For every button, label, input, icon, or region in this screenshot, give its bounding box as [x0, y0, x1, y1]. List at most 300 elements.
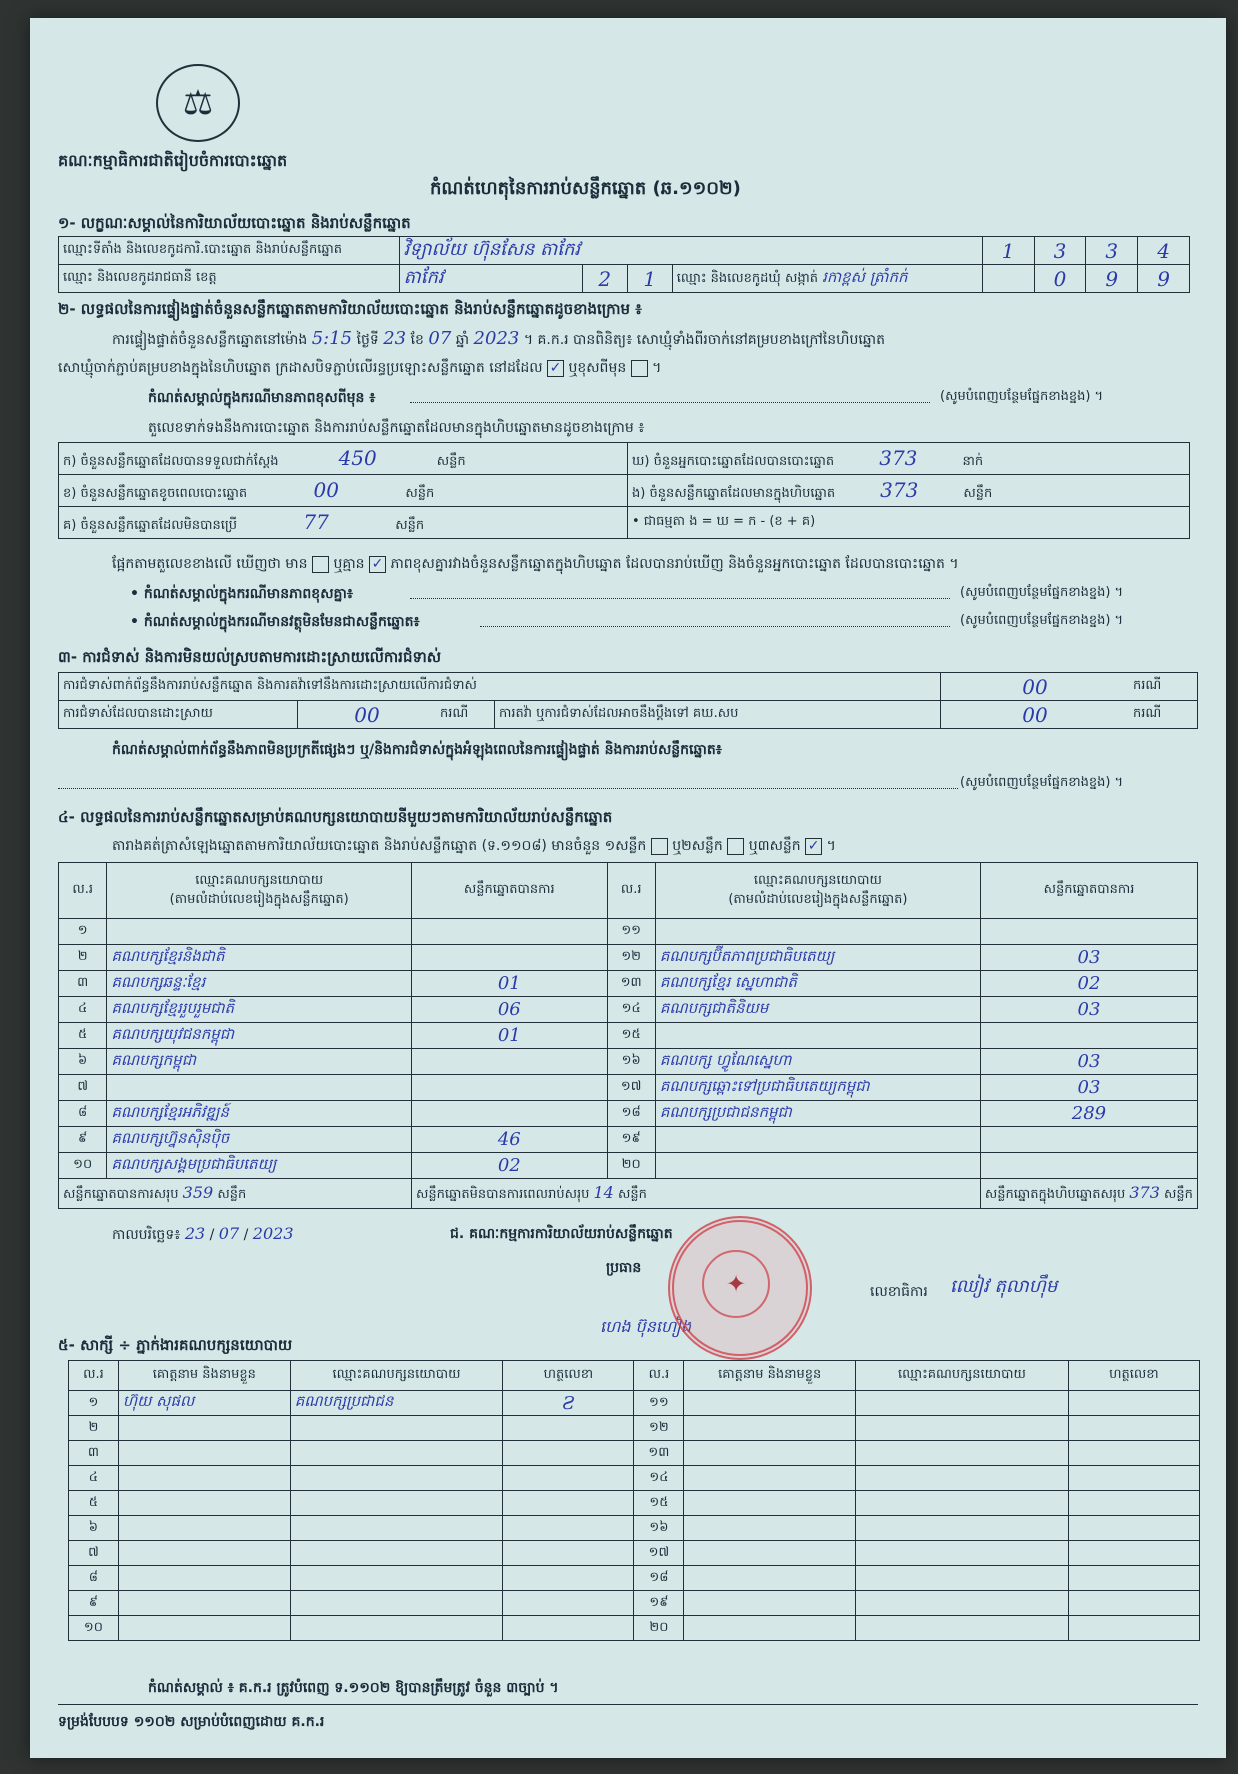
s1-commune-code-2: 9 [1086, 265, 1138, 293]
s2-left-cell [59, 475, 628, 507]
s3-row2-label: ការជំទាស់ដែលបានដោះស្រាយ [59, 701, 298, 729]
party-name [655, 1153, 980, 1179]
witness-no: ១៥ [634, 1491, 684, 1516]
party-no: ១៩ [607, 1127, 655, 1153]
party-votes: 01 [412, 971, 607, 997]
s1-row2-value: តាកែវ [399, 265, 582, 293]
witness-signature [1068, 1541, 1199, 1566]
party-no: ៣ [59, 971, 107, 997]
party-no: ១ [59, 919, 107, 945]
witness-party [856, 1616, 1069, 1641]
party-name: គណបក្សហ្វ៊ុនស៊ិនប៉ិច [107, 1127, 412, 1153]
witness-signature [503, 1466, 634, 1491]
section5-heading: ៥- សាក្សី ÷ ភ្នាក់ងារគណបក្សនយោបាយ [58, 1336, 293, 1354]
party-no: ២ [59, 945, 107, 971]
s2-figure-row [59, 507, 1190, 539]
witness-name [684, 1391, 856, 1416]
witness-no: ៨ [69, 1566, 119, 1591]
witness-signature [1068, 1491, 1199, 1516]
witness-name [684, 1616, 856, 1641]
s2-day: 23 [383, 328, 407, 349]
witness-no: ១៣ [634, 1441, 684, 1466]
s2-right-cell [628, 507, 1190, 539]
party-no: ១៣ [607, 971, 655, 997]
s1-prov-code-1: 2 [582, 265, 627, 293]
party-name: គណបក្សខ្មែរ ស្នេហាជាតិ [655, 971, 980, 997]
witness-no: ១៨ [634, 1566, 684, 1591]
s2-right-label: ង) ចំនួនសន្លឹកឆ្នោតដែលមានក្នុងហិបឆ្នោត [632, 485, 836, 501]
s2-month: 07 [428, 328, 452, 349]
s1-row2-label: ឈ្មោះ និងលេខកូដរាជធានី ខេត្ត [59, 265, 400, 293]
section1-table [58, 236, 1190, 293]
party-votes: 06 [412, 997, 607, 1023]
witness-party [856, 1416, 1069, 1441]
no-diff-checkbox[interactable]: ✓ [369, 556, 386, 573]
s1-blank [982, 265, 1034, 293]
s4-col-party-left [107, 863, 412, 919]
s3-row2-label2: ការតវ៉ា ឬការជំទាស់ដែលអាចនឹងប្តឹងទៅ គឃ.សប [495, 701, 941, 729]
s4-date-label: កាលបរិច្ឆេទ៖ [112, 1227, 181, 1243]
s2-note-line[interactable] [410, 402, 930, 403]
s4-col-party-left-sub: (តាមលំដាប់លេខរៀងក្នុងសន្លឹកឆ្នោត) [169, 891, 349, 907]
s5-note: កំណត់សម្គាល់ ៖ គ.ក.រ ត្រូវបំពេញ ទ.១១០២ ឱ្យបានត្រឹមត្រូវ ចំនួន ៣ច្បាប់ ។ [148, 1680, 559, 1696]
s2-diff-b: ឬគ្មាន [333, 556, 365, 572]
party-name: គណបក្សខ្មែររួបរួមជាតិ [107, 997, 412, 1023]
s3-row2-value: 00 [298, 701, 437, 729]
table-row [59, 1127, 1198, 1153]
witness-party [856, 1466, 1069, 1491]
witness-signature [1068, 1516, 1199, 1541]
s2-left-label: គ) ចំនួនសន្លឹកឆ្នោតដែលមិនបានប្រើ [63, 517, 237, 533]
witness-party [290, 1441, 503, 1466]
s4-col-party-right-title: ឈ្មោះគណបក្សនយោបាយ [753, 872, 882, 888]
witness-signature [1068, 1591, 1199, 1616]
three-sheet-checkbox[interactable]: ✓ [805, 838, 822, 855]
table-row [59, 945, 1198, 971]
s2-left-cell [59, 507, 628, 539]
witness-name [118, 1516, 290, 1541]
party-votes: 03 [980, 997, 1197, 1023]
witness-party [290, 1416, 503, 1441]
witness-name [684, 1491, 856, 1516]
s2-line1-c: ខែ [410, 332, 424, 348]
s2-right-unit: នាក់ [962, 453, 984, 469]
s2-bullet1: • កំណត់សម្គាល់ក្នុងករណីមានភាពខុសគ្នា៖ [130, 586, 354, 602]
witness-signature [503, 1541, 634, 1566]
witness-no: ១៦ [634, 1516, 684, 1541]
party-name: គណបក្សខ្មែរនិងជាតិ [107, 945, 412, 971]
witness-party [290, 1616, 503, 1641]
s3-row2-value2: 00 [941, 701, 1130, 729]
s2-bullet1-hint: (សូមបំពេញបន្ថែមផ្នែកខាងខ្នង) ។ [960, 585, 1124, 600]
party-no: ២០ [607, 1153, 655, 1179]
s4-total-invalid-unit: សន្លឹក [617, 1186, 647, 1202]
s4-col-no-right: ល.រ [607, 863, 655, 919]
s2-left-cell [59, 443, 628, 475]
s2-diff-line [112, 554, 959, 575]
witness-name [118, 1466, 290, 1491]
party-name: គណបក្សឆន្ទៈខ្មែរ [107, 971, 412, 997]
s2-line1-e: ។ គ.ក.រ បានពិនិត្យ៖ សោឃ្មុំទាំងពីរចាក់នៅគម្របខាងក្រៅនៃហិបឆ្នោត [523, 332, 885, 348]
s1-commune-code-1: 0 [1034, 265, 1086, 293]
s3-row2-unit: ករណី [436, 701, 495, 729]
s4-results-table [58, 862, 1198, 1209]
s2-right-cell [628, 475, 1190, 507]
witness-party [856, 1491, 1069, 1516]
witness-party [856, 1566, 1069, 1591]
witness-name [684, 1541, 856, 1566]
s1-commune-cell [672, 265, 982, 293]
s4-opt2: ឬ២សន្លឹក [672, 838, 723, 854]
s5-col-sign-right: ហត្ថលេខា [1068, 1361, 1199, 1391]
party-name: គណបក្សឆ្ពោះទៅប្រជាធិបតេយ្យកម្ពុជា [655, 1075, 980, 1101]
witness-party [290, 1541, 503, 1566]
party-name [655, 1023, 980, 1049]
s4-date-line: កាលបរិច្ឆេទ៖ 23 / 07 / 2023 [112, 1224, 294, 1243]
table-row [59, 1023, 1198, 1049]
witness-no: ៩ [69, 1591, 119, 1616]
s2-figure-row [59, 475, 1190, 507]
witness-signature: Ƨ [503, 1391, 634, 1416]
s2-right-value: 373 [879, 445, 918, 470]
table-row [69, 1441, 1200, 1466]
s4-total-valid-cell [59, 1179, 412, 1209]
witness-name [684, 1441, 856, 1466]
table-row [59, 997, 1198, 1023]
s1-row2-value2: រកាខ្ពស់ ត្រាំកក់ [822, 267, 908, 286]
section2-heading: ២- លទ្ធផលនៃការផ្ទៀងផ្ទាត់ចំនួនសន្លឹកឆ្នោតតាមការិយាល័យបោះឆ្នោត និងរាប់សន្លឹកឆ្នោតដូចខាងក្រោម ៖ [58, 300, 642, 318]
footer-text: ទម្រង់បែបបទ ១១០២ សម្រាប់បំពេញដោយ គ.ក.រ [58, 1714, 325, 1730]
s4-intro-line [112, 836, 836, 857]
same-checkbox[interactable]: ✓ [547, 360, 564, 377]
table-row [59, 1153, 1198, 1179]
party-no: ៤ [59, 997, 107, 1023]
official-seal [668, 1216, 812, 1360]
one-sheet-checkbox[interactable] [651, 838, 668, 855]
party-name [655, 919, 980, 945]
s2-note-label: កំណត់សម្គាល់ក្នុងករណីមានភាពខុសពីមុន ៖ [148, 390, 376, 406]
party-no: ៨ [59, 1101, 107, 1127]
party-no: ១៧ [607, 1075, 655, 1101]
witness-party [856, 1591, 1069, 1616]
table-row [59, 1075, 1198, 1101]
witness-name [118, 1441, 290, 1466]
s2-intro: តួលេខទាក់ទងនឹងការបោះឆ្នោត និងការរាប់សន្លឹកឆ្នោតដែលមានក្នុងហិបឆ្នោតមានដូចខាងក្រោម ៖ [148, 420, 645, 436]
witness-no: ៧ [69, 1541, 119, 1566]
witness-signature [503, 1616, 634, 1641]
s4-col-party-right-sub: (តាមលំដាប់លេខរៀងក្នុងសន្លឹកឆ្នោត) [728, 891, 908, 907]
s2-right-value: 373 [880, 477, 919, 502]
witness-party [856, 1516, 1069, 1541]
party-name [107, 1075, 412, 1101]
s4-total-box-cell [980, 1179, 1197, 1209]
party-votes: 289 [980, 1101, 1197, 1127]
s4-total-box: 373 [1129, 1182, 1160, 1202]
s1-row1-value: វិទ្យាល័យ ហ៊ុនសែន តាកែវ [399, 237, 982, 265]
s5-witness-table [68, 1360, 1200, 1641]
witness-party [290, 1566, 503, 1591]
party-name: គណបក្សយុវជនកម្ពុជា [107, 1023, 412, 1049]
s4-intro: តារាងគត់ត្រាសំឡេងឆ្នោតតាមការិយាល័យបោះឆ្នោត និងរាប់សន្លឹកឆ្នោត (ទ.១១០៨) មានចំនួន ១សន្លឹក [112, 838, 647, 854]
party-name [655, 1127, 980, 1153]
witness-name [684, 1416, 856, 1441]
s2-bullet2: • កំណត់សម្គាល់ក្នុងករណីមានវត្ថុមិនមែនជាសន្លឹកឆ្នោត៖ [130, 614, 420, 630]
s3-table [58, 672, 1198, 729]
s2-right-cell [628, 443, 1190, 475]
table-row [69, 1416, 1200, 1441]
table-row [69, 1466, 1200, 1491]
s4-total-invalid-label: សន្លឹកឆ្នោតមិនបានការពេលរាប់សរុប [416, 1186, 590, 1202]
witness-no: ១៤ [634, 1466, 684, 1491]
witness-party [856, 1541, 1069, 1566]
witness-name [684, 1516, 856, 1541]
party-name: គណបក្សជាតិនិយម [655, 997, 980, 1023]
witness-party [290, 1466, 503, 1491]
s5-col-no-left: ល.រ [69, 1361, 119, 1391]
table-row [59, 1049, 1198, 1075]
s2-right-label: • ជាធម្មតា ង = ឃ = ក - (ខ + គ) [632, 514, 816, 529]
party-no: ១០ [59, 1153, 107, 1179]
nec-emblem-icon: ⚖ [156, 64, 240, 142]
s2-year: 2023 [473, 328, 520, 349]
party-no: ១៦ [607, 1049, 655, 1075]
s2-line2-b: ឬខុសពីមុន [568, 360, 627, 376]
party-votes: 03 [980, 1075, 1197, 1101]
witness-no: ៤ [69, 1466, 119, 1491]
s4-total-invalid: 14 [593, 1182, 614, 1202]
witness-name: ហ៊ុយ សុផល [118, 1391, 290, 1416]
party-no: ១៤ [607, 997, 655, 1023]
party-name: គណបក្សសង្គមប្រជាធិបតេយ្យ [107, 1153, 412, 1179]
chair-label: ប្រធាន [606, 1260, 642, 1276]
party-votes [412, 1101, 607, 1127]
witness-name [684, 1591, 856, 1616]
witness-no: ១៧ [634, 1541, 684, 1566]
party-no: ៩ [59, 1127, 107, 1153]
party-votes: 03 [980, 1049, 1197, 1075]
form-paper [30, 18, 1226, 1758]
party-no: ៥ [59, 1023, 107, 1049]
s3-row1-label: ការជំទាស់ពាក់ព័ន្ធនឹងការរាប់សន្លឹកឆ្នោត និងការតវ៉ាទៅនឹងការដោះស្រាយលើការជំទាស់ [59, 673, 941, 701]
table-row [69, 1591, 1200, 1616]
s1-row1-label: ឈ្មោះទីតាំង និងលេខកូដការិ.បោះឆ្នោត និងរាប់សន្លឹកឆ្នោត [59, 237, 400, 265]
committee-name: គណៈកម្មាធិការជាតិរៀបចំការបោះឆ្នោត [58, 151, 288, 170]
witness-no: ៣ [69, 1441, 119, 1466]
s3-row1-value: 00 [941, 673, 1130, 701]
s1-code-1: 1 [982, 237, 1034, 265]
s2-left-unit: សន្លឹក [436, 453, 466, 469]
table-row [69, 1391, 1200, 1416]
party-no: ៦ [59, 1049, 107, 1075]
s1-code-4: 4 [1138, 237, 1190, 265]
s2-diff-c: ភាពខុសគ្នារវាងចំនួនសន្លឹកឆ្នោតក្នុងហិបឆ្នោត ដែលបានរាប់ឃើញ និងចំនួនអ្នកបោះឆ្នោត ដែលបានបោះឆ្នោត ។ [390, 556, 959, 572]
s4-total-valid: 359 [182, 1182, 214, 1202]
witness-signature [503, 1441, 634, 1466]
s4-sign-committee: ជ. គណៈកម្មការការិយាល័យរាប់សន្លឹកឆ្នោត [450, 1226, 673, 1242]
witness-signature [503, 1491, 634, 1516]
witness-name [118, 1416, 290, 1441]
s4-col-no-left: ល.រ [59, 863, 107, 919]
s2-left-value: 450 [338, 445, 377, 470]
s1-row2-label2: ឈ្មោះ និងលេខកូដឃុំ សង្កាត់ [676, 270, 818, 286]
s2-left-value: 77 [303, 509, 329, 534]
witness-name [118, 1616, 290, 1641]
witness-no: ១៩ [634, 1591, 684, 1616]
party-votes: 02 [412, 1153, 607, 1179]
witness-name [118, 1566, 290, 1591]
witness-party [290, 1516, 503, 1541]
s2-bullet1-line[interactable] [410, 598, 950, 599]
table-row [59, 971, 1198, 997]
party-no: ១២ [607, 945, 655, 971]
party-no: ១១ [607, 919, 655, 945]
s5-col-party-left: ឈ្មោះគណបក្សនយោបាយ [290, 1361, 503, 1391]
party-votes: 46 [412, 1127, 607, 1153]
s1-code-3: 3 [1086, 237, 1138, 265]
s4-date-day: 23 [184, 1224, 206, 1243]
s5-col-name-right: គោត្តនាម និងនាមខ្លួន [684, 1361, 856, 1391]
party-no: ១៨ [607, 1101, 655, 1127]
witness-no: ២ [69, 1416, 119, 1441]
party-votes: 03 [980, 945, 1197, 971]
s5-col-party-right: ឈ្មោះគណបក្សនយោបាយ [856, 1361, 1069, 1391]
party-votes [980, 1023, 1197, 1049]
witness-signature [503, 1566, 634, 1591]
s2-line2: សោឃ្មុំចាក់ភ្ជាប់គម្របខាងក្នុងនៃហិបឆ្នោត ក្រដាសបិទភ្ជាប់លើរន្ធប្រឡោះសន្លឹកឆ្នោត នៅដដែល ✓ ឬខុសពីមុន ។ [58, 359, 662, 376]
table-row [69, 1616, 1200, 1641]
party-votes [980, 1153, 1197, 1179]
witness-party [856, 1391, 1069, 1416]
has-diff-checkbox[interactable] [312, 556, 329, 573]
s2-left-value: 00 [313, 477, 339, 502]
witness-name [118, 1591, 290, 1616]
party-name [107, 919, 412, 945]
s2-bullet2-hint: (សូមបំពេញបន្ថែមផ្នែកខាងខ្នង) ។ [960, 613, 1124, 628]
party-votes [412, 1049, 607, 1075]
witness-party [856, 1441, 1069, 1466]
s3-note: កំណត់សម្គាល់ពាក់ព័ន្ធនឹងភាពមិនប្រក្រតីផ្សេងៗ ឬ/និងការជំទាស់ក្នុងអំឡុងពេលនៃការផ្ទៀងផ្ទាត់ និងការរាប់សន្លឹកឆ្នោត៖ [112, 742, 722, 758]
witness-signature [1068, 1616, 1199, 1641]
party-votes [980, 1127, 1197, 1153]
witness-signature [1068, 1391, 1199, 1416]
party-votes: 01 [412, 1023, 607, 1049]
witness-signature [503, 1591, 634, 1616]
witness-party [290, 1491, 503, 1516]
s2-left-unit: សន្លឹក [395, 517, 425, 533]
s4-total-box-unit: សន្លឹក [1164, 1186, 1193, 1202]
s1-code-2: 3 [1034, 237, 1086, 265]
party-name: គណបក្សកម្ពុជា [107, 1049, 412, 1075]
party-votes [412, 1075, 607, 1101]
s2-figure-row [59, 443, 1190, 475]
seal-center-icon: ✦ [702, 1250, 770, 1318]
witness-name [684, 1466, 856, 1491]
party-name: គណបក្សប្រជាជនកម្ពុជា [655, 1101, 980, 1127]
party-votes [412, 945, 607, 971]
table-row [69, 1566, 1200, 1591]
party-no: ១៥ [607, 1023, 655, 1049]
s5-col-no-right: ល.រ [634, 1361, 684, 1391]
s2-time: 5:15 [311, 328, 353, 349]
s2-line2-a: សោឃ្មុំចាក់ភ្ជាប់គម្របខាងក្នុងនៃហិបឆ្នោត ក្រដាសបិទភ្ជាប់លើរន្ធប្រឡោះសន្លឹកឆ្នោត នៅដដែល [58, 360, 543, 376]
table-row [59, 1101, 1198, 1127]
s2-right-unit: សន្លឹក [963, 485, 993, 501]
party-name: គណបក្ស ហ្វូណែស្នេហា [655, 1049, 980, 1075]
s2-line1 [112, 328, 885, 351]
party-name: គណបក្សប៊ីតភាពប្រជាធិបតេយ្យ [655, 945, 980, 971]
s2-bullet2-line[interactable] [480, 626, 950, 627]
party-votes [412, 919, 607, 945]
s2-line1-d: ឆ្នាំ [455, 332, 470, 348]
witness-signature [1068, 1566, 1199, 1591]
s4-col-party-left-title: ឈ្មោះគណបក្សនយោបាយ [195, 872, 324, 888]
s4-date-month: 07 [218, 1224, 240, 1243]
table-row [59, 919, 1198, 945]
s4-opt3: ឬ៣សន្លឹក [748, 838, 801, 854]
witness-no: ២០ [634, 1616, 684, 1641]
s5-col-name-left: គោត្តនាម និងនាមខ្លួន [118, 1361, 290, 1391]
witness-party: គណបក្សប្រជាជន [290, 1391, 503, 1416]
s4-opt-end: ។ [826, 838, 836, 854]
footer-divider [58, 1704, 1198, 1705]
witness-no: ១ [69, 1391, 119, 1416]
witness-signature [1068, 1441, 1199, 1466]
s2-note-hint: (សូមបំពេញបន្ថែមផ្នែកខាងខ្នង) ។ [940, 389, 1104, 404]
witness-no: ៥ [69, 1491, 119, 1516]
table-row [69, 1541, 1200, 1566]
s3-row1-unit: ករណី [1129, 673, 1198, 701]
s2-left-label: ក) ចំនួនសន្លឹកឆ្នោតដែលបានទទួលជាក់ស្តែង [63, 453, 279, 469]
section4-heading: ៤- លទ្ធផលនៃការរាប់សន្លឹកឆ្នោតសម្រាប់គណបក្សនយោបាយនីមួយៗតាមការិយាល័យរាប់សន្លឹកឆ្នោត [58, 808, 613, 826]
table-row [69, 1516, 1200, 1541]
different-checkbox[interactable] [631, 360, 648, 377]
witness-name [118, 1541, 290, 1566]
s4-col-votes-left: សន្លឹកឆ្នោតបានការ [412, 863, 607, 919]
witness-no: ១០ [69, 1616, 119, 1641]
witness-no: ៦ [69, 1516, 119, 1541]
section3-heading: ៣- ការជំទាស់ និងការមិនយល់ស្របតាមការដោះស្រាយលើការជំទាស់ [58, 648, 442, 666]
witness-party [290, 1591, 503, 1616]
two-sheet-checkbox[interactable] [727, 838, 744, 855]
party-votes: 02 [980, 971, 1197, 997]
party-votes [980, 919, 1197, 945]
s2-figures-table [58, 442, 1190, 539]
s2-diff-a: ផ្អែកតាមតួលេខខាងលើ ឃើញថា មាន [112, 556, 308, 572]
s3-hint: (សូមបំពេញបន្ថែមផ្នែកខាងខ្នង) ។ [960, 775, 1124, 790]
section1-heading: ១- លក្ខណៈសម្គាល់នៃការិយាល័យបោះឆ្នោត និងរាប់សន្លឹកឆ្នោត [58, 214, 411, 232]
form-title: កំណត់ហេតុនៃការរាប់សន្លឹកឆ្នោត (ឆ.១១០២) [430, 178, 741, 199]
s1-commune-code-3: 9 [1138, 265, 1190, 293]
s3-row2-unit2: ករណី [1129, 701, 1198, 729]
s4-col-votes-right: សន្លឹកឆ្នោតបានការ [980, 863, 1197, 919]
witness-signature [503, 1416, 634, 1441]
s4-total-valid-label: សន្លឹកឆ្នោតបានការសរុប [63, 1186, 179, 1202]
s2-right-label: ឃ) ចំនួនអ្នកបោះឆ្នោតដែលបានបោះឆ្នោត [632, 453, 835, 469]
witness-signature [1068, 1416, 1199, 1441]
table-row [69, 1491, 1200, 1516]
s3-note-line[interactable] [58, 788, 958, 789]
s2-line1-a: ការផ្ទៀងផ្ទាត់ចំនួនសន្លឹកឆ្នោតនៅម៉ោង [112, 332, 308, 348]
chair-name: ហេង ប៊ុនហៀង [600, 1317, 692, 1336]
witness-no: ១១ [634, 1391, 684, 1416]
s4-total-invalid-cell [412, 1179, 981, 1209]
witness-signature [503, 1516, 634, 1541]
s5-col-sign-left: ហត្ថលេខា [503, 1361, 634, 1391]
s4-total-valid-unit: សន្លឹក [217, 1186, 247, 1202]
s4-col-party-right [655, 863, 980, 919]
s2-left-label: ខ) ចំនួនសន្លឹកឆ្នោតខូចពេលបោះឆ្នោត [63, 485, 248, 501]
s2-left-unit: សន្លឹក [405, 485, 435, 501]
